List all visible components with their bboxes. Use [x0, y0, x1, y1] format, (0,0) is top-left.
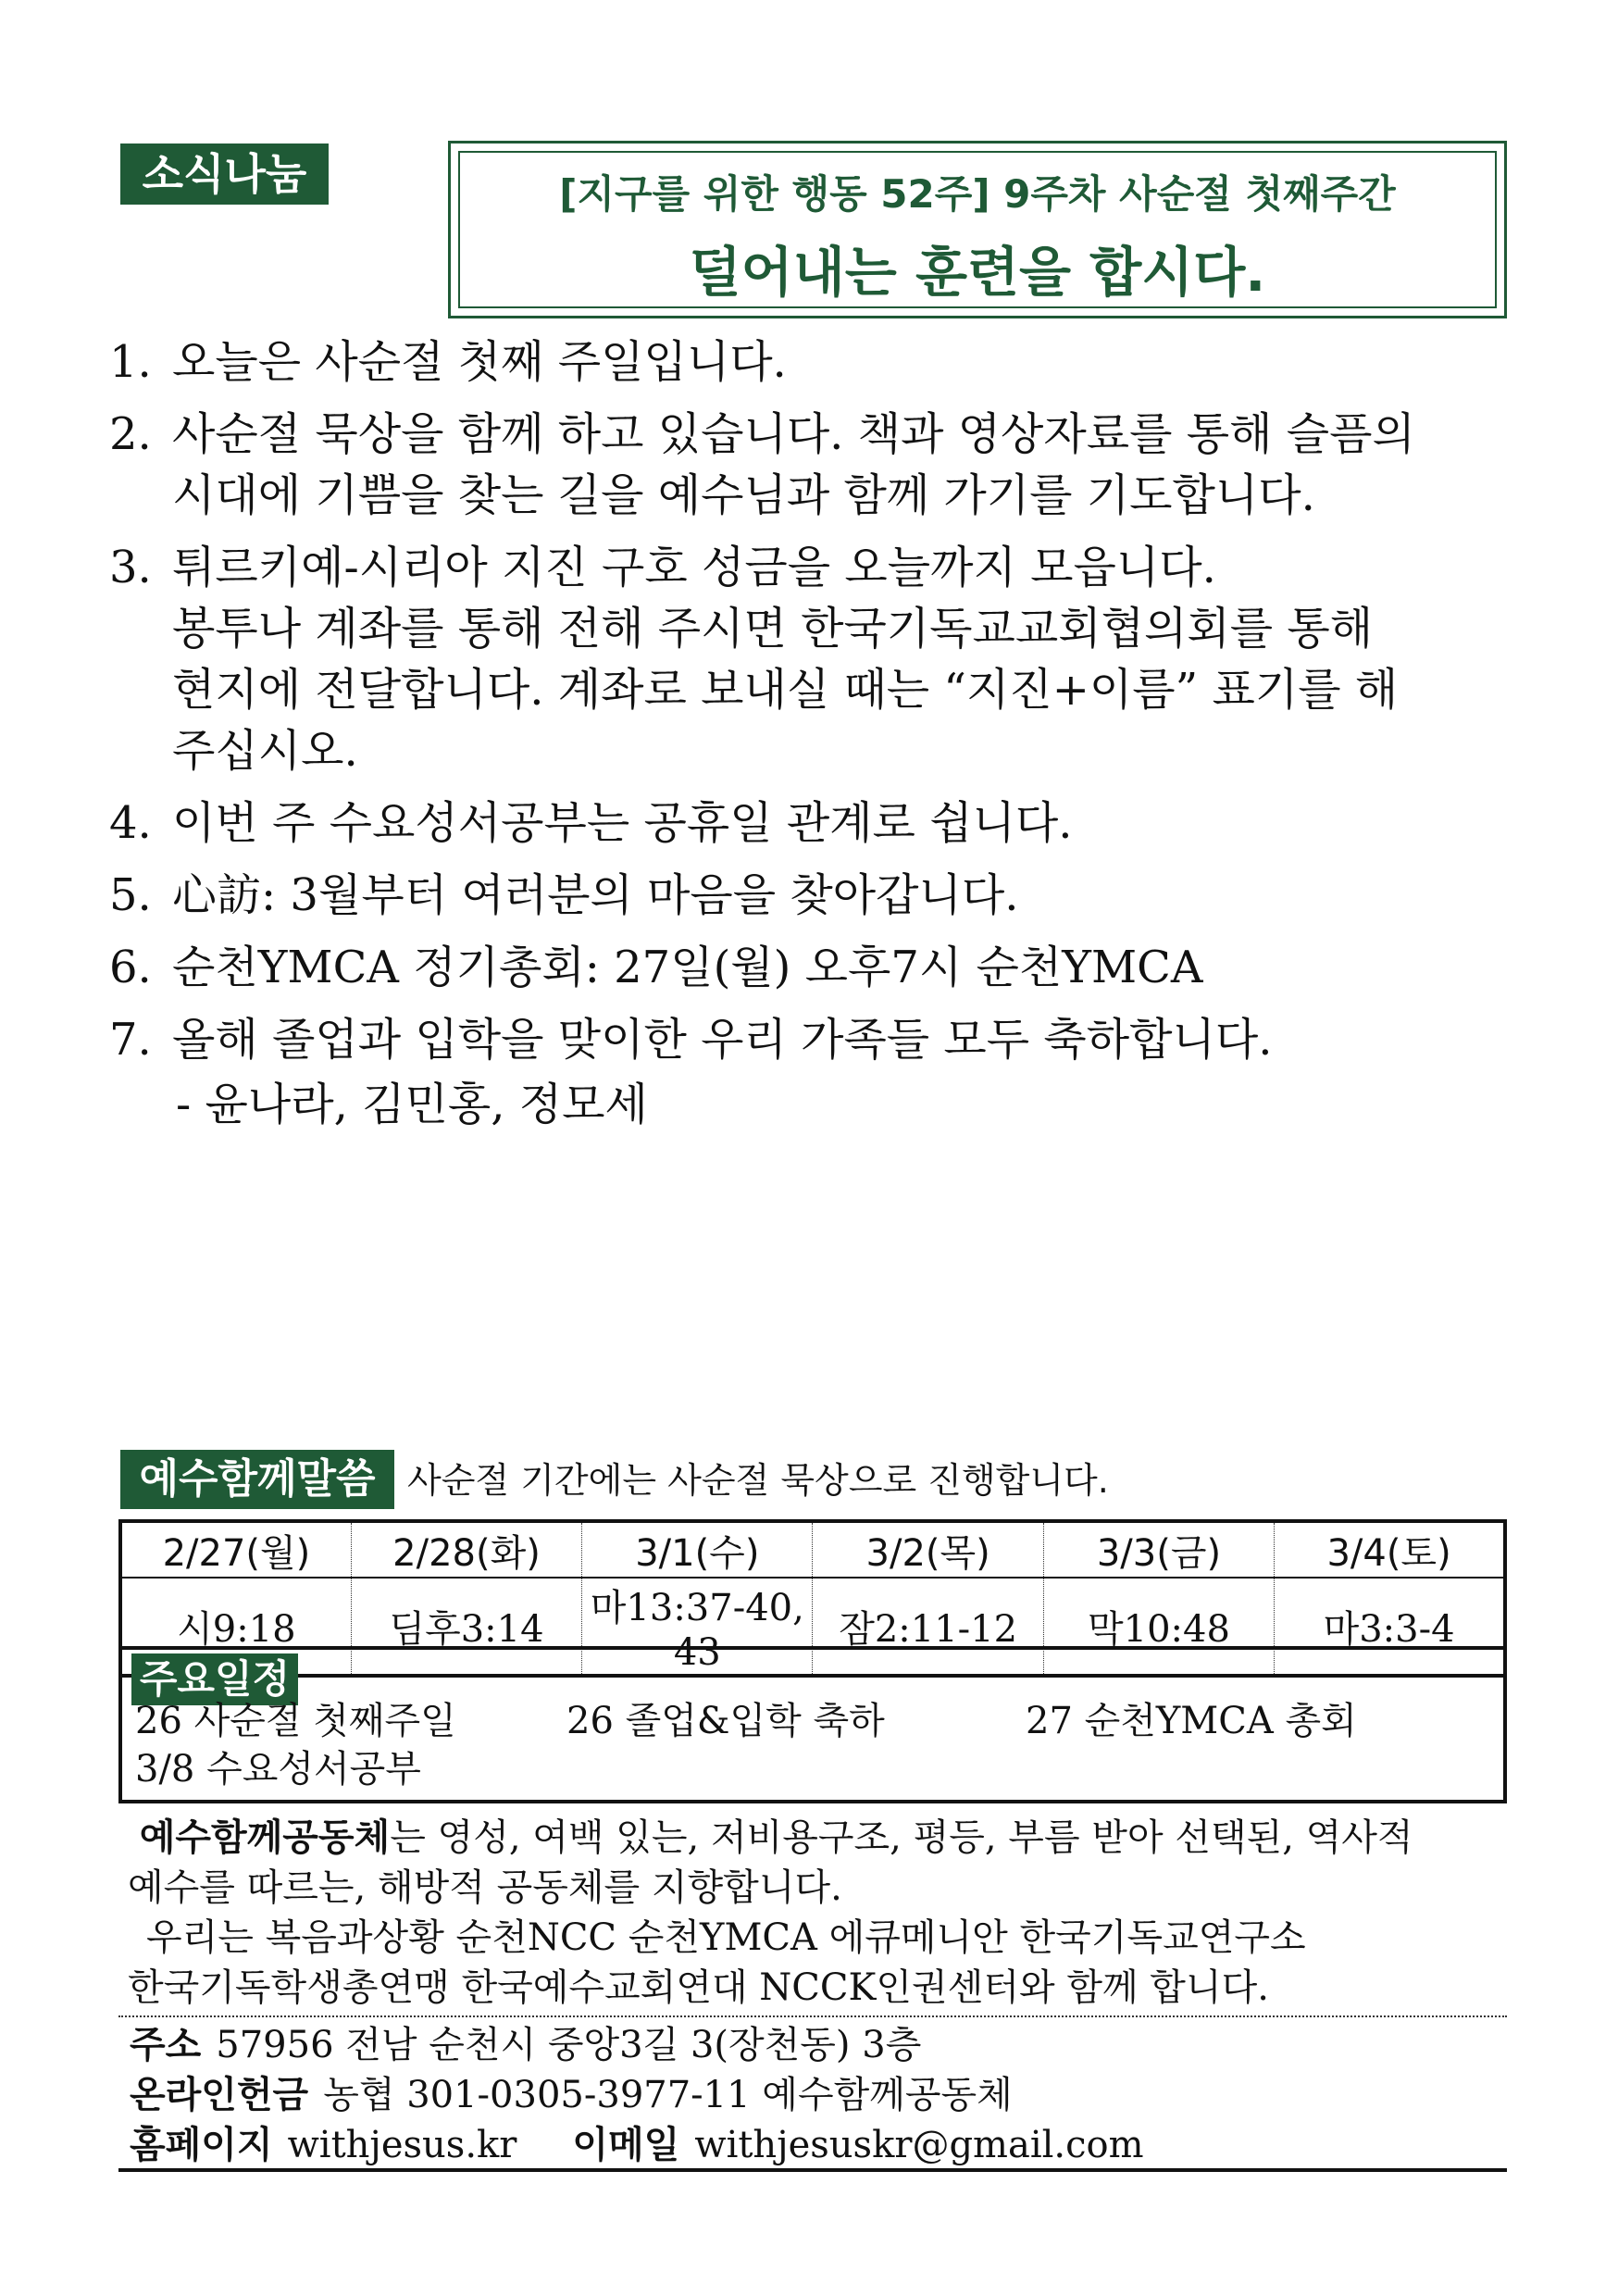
web-line [130, 2120, 1144, 2170]
schedule-day: 3/2(목) [813, 1521, 1043, 1578]
homepage-link[interactable]: withjesus.kr [287, 2124, 517, 2166]
news-item-text: 주십시오. [172, 725, 358, 777]
email-label: 이메일 [572, 2124, 680, 2166]
news-item [109, 865, 1516, 926]
community-line: 예수를 따르는, 해방적 공동체를 지향합니다. [128, 1866, 842, 1909]
headline-box [448, 141, 1507, 318]
headline-title: 덜어내는 훈련을 합시다. [689, 241, 1266, 304]
event-item: 26 졸업&입학 축하 [566, 1700, 885, 1742]
community-line: 한국기독학생총연맹 한국예수교회연대 NCCK인권센터와 함께 합니다. [128, 1966, 1269, 2009]
schedule-reading: 마3:3-4 [1275, 1578, 1505, 1676]
event-item: 27 순천YMCA 총회 [1026, 1700, 1357, 1742]
schedule-day: 3/3(금) [1043, 1521, 1274, 1578]
news-item [109, 537, 1516, 781]
word-note: 사순절 기간에는 사순절 묵상으로 진행합니다. [407, 1460, 1109, 1501]
homepage-label: 홈페이지 [130, 2124, 273, 2166]
news-item-number: 5. [109, 869, 152, 921]
community-text: 는 영성, 여백 있는, 저비용구조, 평등, 부름 받아 선택된, 역사적 [390, 1816, 1413, 1859]
schedule-reading: 잠2:11-12 [813, 1578, 1043, 1676]
schedule-reading: 막10:48 [1043, 1578, 1274, 1676]
word-tag: 예수함께말씀 [120, 1450, 394, 1509]
events-box [118, 1646, 1507, 1803]
dotted-divider [118, 2015, 1507, 2017]
news-item-text: 사순절 묵상을 함께 하고 있습니다. 책과 영상자료를 통해 슬픔의 [172, 408, 1415, 460]
community-line [128, 1813, 1507, 1863]
schedule-day: 3/1(수) [582, 1521, 813, 1578]
community-name: 예수함께공동체 [139, 1816, 391, 1859]
news-item-text: 오늘은 사순절 첫째 주일입니다. [172, 336, 787, 388]
schedule-reading: 마13:37-40, 43 [582, 1578, 813, 1676]
address-label: 주소 [130, 2024, 202, 2066]
headline-subtitle: [지구를 위한 행동 52주] 9주차 사순절 첫째주간 [559, 171, 1396, 217]
news-item [109, 404, 1516, 526]
news-item-text: 튀르키예-시리아 지진 구호 성금을 오늘까지 모읍니다. [172, 542, 1216, 593]
community-statement [128, 1813, 1507, 2013]
event-item: 26 사순절 첫째주일 [135, 1700, 456, 1742]
contact-info [130, 2020, 1144, 2170]
bottom-rule [118, 2168, 1507, 2172]
news-item-number: 2. [109, 408, 152, 460]
news-item [109, 937, 1516, 998]
news-item-text: 순천YMCA 정기총회: 27일(월) 오후7시 순천YMCA [172, 942, 1203, 993]
news-item-text: 봉투나 계좌를 통해 전해 주시면 한국기독교교회협의회를 통해 [172, 603, 1374, 655]
offering-value: 농협 301-0305-3977-11 예수함께공동체 [323, 2074, 1013, 2116]
events-tag: 주요일정 [131, 1653, 298, 1705]
schedule-day: 2/28(화) [351, 1521, 581, 1578]
schedule-reading: 시9:18 [177, 1608, 296, 1651]
news-item-number: 3. [109, 542, 152, 593]
news-item-text: 시대에 기쁨을 찾는 길을 예수님과 함께 가기를 기도합니다. [172, 469, 1315, 521]
offering-line [130, 2070, 1144, 2120]
news-tag: 소식나눔 [120, 144, 329, 205]
address-line [130, 2020, 1144, 2070]
schedule-reading: 딤후3:14 [351, 1578, 581, 1676]
news-item-text: 현지에 전달합니다. 계좌로 보내실 때는 “지진+이름” 표기를 해 [172, 664, 1399, 716]
schedule-day-row [120, 1521, 1505, 1578]
schedule-day: 3/4(토) [1275, 1521, 1505, 1578]
email-link[interactable]: withjesuskr@gmail.com [694, 2124, 1144, 2166]
event-item: 3/8 수요성서공부 [135, 1748, 421, 1791]
news-item-number: 7. [109, 1014, 152, 1066]
news-item [109, 1009, 1516, 1070]
address-value: 57956 전남 순천시 중앙3길 3(장천동) 3층 [216, 2024, 922, 2066]
news-item-number: 1. [109, 336, 152, 388]
news-item-number: 6. [109, 942, 152, 993]
congrats-names: - 윤나라, 김민홍, 정모세 [176, 1079, 648, 1130]
schedule-day: 2/27(월) [120, 1521, 351, 1578]
community-line: 우리는 복음과상황 순천NCC 순천YMCA 에큐메니안 한국기독교연구소 [146, 1916, 1306, 1959]
news-item-text: 이번 주 수요성서공부는 공휴일 관계로 쉽니다. [172, 797, 1073, 849]
news-list [109, 331, 1516, 1081]
news-item [109, 331, 1516, 393]
news-item-text: 올해 졸업과 입학을 맞이한 우리 가족들 모두 축하합니다. [172, 1014, 1273, 1066]
news-item [109, 792, 1516, 854]
news-item-text: 心訪: 3월부터 여러분의 마음을 찾아갑니다. [172, 869, 1019, 921]
offering-label: 온라인헌금 [130, 2074, 309, 2116]
news-item-number: 4. [109, 797, 152, 849]
